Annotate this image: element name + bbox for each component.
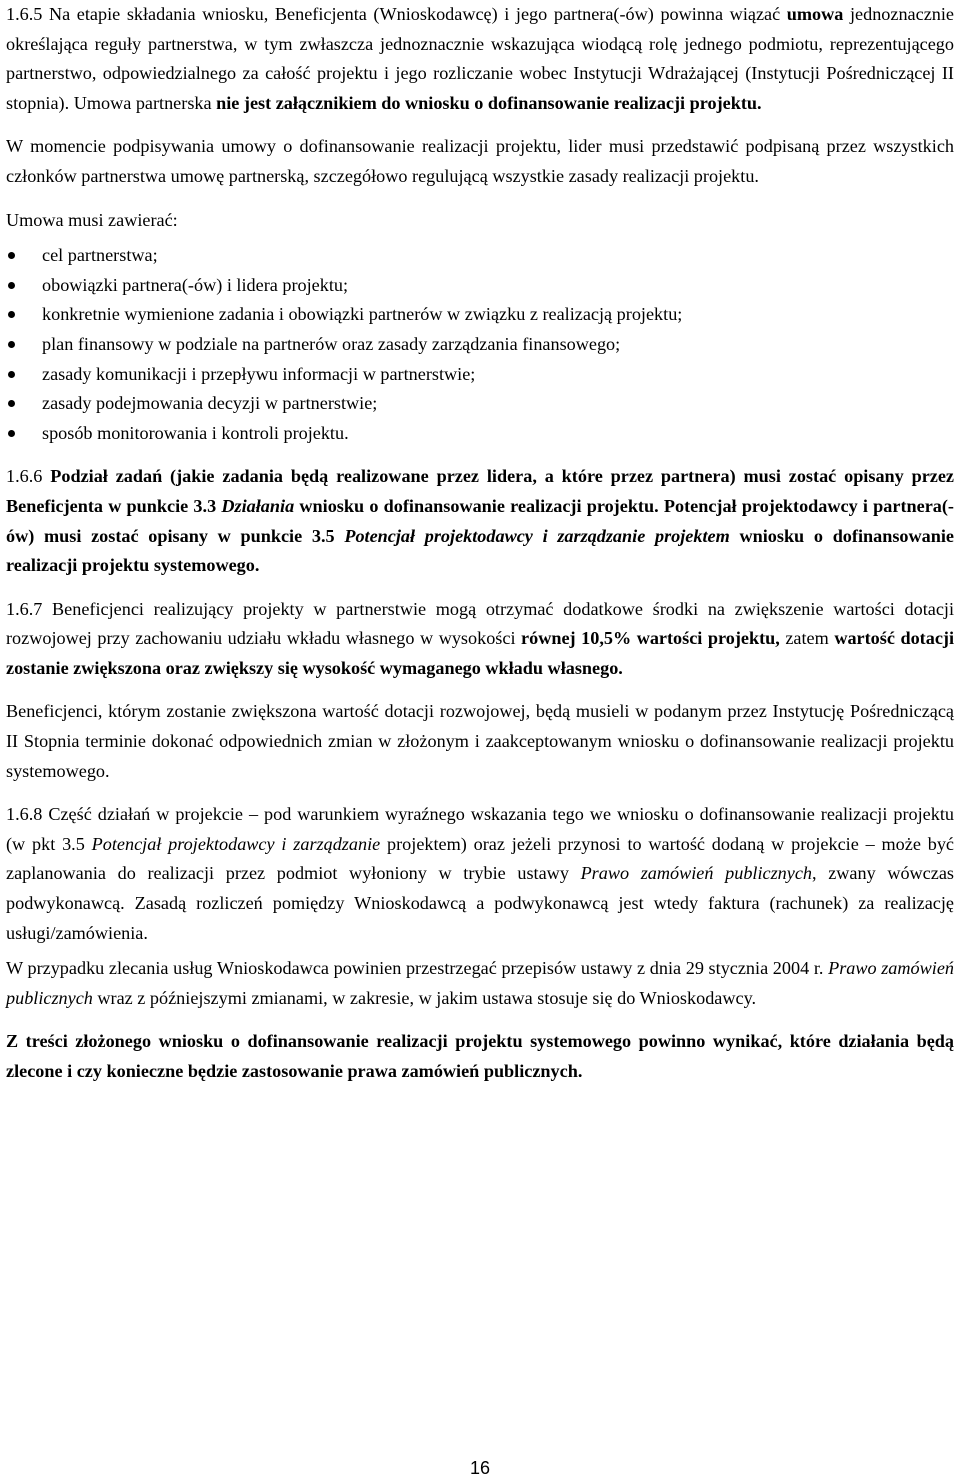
text-run: , zwany wówczas podwykonawcą. Zasadą rozliczeń pomiędzy Wnioskodawcą a podwykonawcą jest wtedy faktura (rachunek) za realizację usługi/zamówienia. — [6, 863, 954, 943]
bullet-icon — [8, 430, 15, 437]
bullet-icon — [8, 371, 15, 378]
bullet-icon — [8, 400, 15, 407]
text-run: 1.6.7 Beneficjenci realizujący projekty w partnerstwie mogą otrzymać dodatkowe środki na zwiększenie wartości dotacji rozwojowej przy zachowaniu udziału wkładu własnego w wysokości — [6, 598, 954, 649]
list-item-text: zasady komunikacji i przepływu informacji w partnerstwie; — [42, 363, 476, 384]
text-run: wraz z późniejszymi zmianami, w zakresie, w jakim ustawa stosuje się do Wnioskodawcy. — [92, 987, 757, 1008]
bold-run: Z treści złożonego wniosku o dofinansowanie realizacji projektu systemowego powinno wynikać, które działania będą zlecone i czy konieczne będzie zastosowanie prawa zamówień publicznych. — [6, 1031, 954, 1081]
paragraph-1-6-8 — [6, 800, 954, 948]
bullet-icon — [8, 252, 15, 259]
text-run: W przypadku zlecania usług Wnioskodawca powinien przestrzegać przepisów ustawy z dnia 29 stycznia 2004 r. — [6, 958, 829, 979]
paragraph-1-6-5 — [6, 0, 954, 118]
bold-italic-run: Działania — [221, 495, 295, 516]
list-item-text: plan finansowy w podziale na partnerów oraz zasady zarządzania finansowego; — [42, 333, 621, 354]
list-item — [6, 330, 954, 360]
bold-run: Podział zadań (jakie zadania będą realizowane przez lidera, a które przez partnera) musi zostać opisany przez Beneficjenta w punkcie 3.3 — [6, 466, 955, 516]
list-item — [6, 360, 954, 390]
paragraph-w-przypadku — [6, 954, 954, 1013]
italic-run: Prawo zamówień publicznych — [580, 863, 812, 884]
paragraph-lider: W momencie podpisywania umowy o dofinansowanie realizacji projektu, lider musi przedstawić podpisaną przez wszystkich członków partnerstwa umowę partnerską, szczegółowo regulującą wszystkie zasady realizacji projektu. — [6, 136, 954, 186]
text-run: jednoznacznie określająca reguły partnerstwa, w tym zwłaszcza jednoznacznie wskazująca wiodącą rolę jednego podmiotu, reprezentującego partnerstwo, odpowiedzialnego za całość projektu i jego rozliczanie wobec Instytucji Wdrażającej (Instytucji Pośredniczącej II stopnia). Umowa partnerska — [6, 4, 954, 113]
bold-italic-run: Potencjał projektodawcy i zarządzanie projektem — [344, 525, 730, 546]
page-number: 16 — [469, 1458, 491, 1478]
paragraph-beneficjenci: Beneficjenci, którym zostanie zwiększona wartość dotacji rozwojowej, będą musieli w podanym przez Instytucję Pośredniczącą II Stopnia terminie dokonać odpowiednich zmian w złożonym i zaakceptowanym wniosku o dofinansowanie realizacji projektu systemowego. — [6, 701, 954, 781]
text-run: 1.6.8 Część działań w projekcie – pod warunkiem wyraźnego wskazania tego we wniosku o dofinansowanie realizacji projektu (w pkt 3.5 — [6, 804, 954, 854]
bold-run: równej 10,5% wartości projektu, — [521, 628, 780, 649]
list-item-text: konkretnie wymienione zadania i obowiązki partnerów w związku z realizacją projektu; — [42, 304, 683, 325]
bullet-icon — [8, 311, 15, 318]
italic-run: Potencjał projektodawcy i zarządzanie — [91, 833, 381, 854]
list-item — [6, 241, 954, 271]
bullet-icon — [8, 341, 15, 348]
text-run: 1.6.6 — [6, 466, 51, 487]
paragraph-1-6-6 — [6, 462, 954, 580]
bold-run: wniosku o dofinansowanie realizacji projektu systemowego. — [6, 525, 954, 576]
list-item-text: obowiązki partnera(-ów) i lidera projektu; — [42, 274, 349, 295]
bold-run: wniosku o dofinansowanie realizacji projektu. Potencjał projektodawcy i partnera(-ów) musi zostać opisany w punkcie 3.5 — [6, 495, 954, 546]
paragraph-umowa-intro: Umowa musi zawierać: — [6, 209, 178, 230]
bullet-icon — [8, 282, 15, 289]
list-item-text: cel partnerstwa; — [42, 245, 158, 266]
requirements-list — [6, 241, 954, 448]
italic-run: Prawo zamówień publicznych — [6, 958, 954, 1008]
list-item-text: zasady podejmowania decyzji w partnerstwie; — [42, 393, 378, 414]
paragraph-1-6-7 — [6, 595, 954, 684]
list-item-text: sposób monitorowania i kontroli projektu. — [42, 422, 349, 443]
text-run: projektem) oraz jeżeli przynosi to wartość dodaną w projekcie – może być zaplanowania do realizacji przez podmiot wyłoniony w trybie ustawy — [6, 833, 954, 884]
bold-run: nie jest załącznikiem do wniosku o dofinansowanie realizacji projektu. — [216, 92, 762, 113]
list-item — [6, 300, 954, 330]
list-item — [6, 389, 954, 419]
bold-run: umowa — [786, 4, 844, 24]
list-item — [6, 419, 954, 449]
text-run: 1.6.5 Na etapie składania wniosku, Beneficjenta (Wnioskodawcę) i jego partnera(-ów) powinna wiązać — [6, 4, 787, 24]
bold-run: wartość dotacji zostanie zwiększona oraz zwiększy się wysokość wymaganego wkładu własnego. — [6, 628, 954, 678]
paragraph-final — [6, 1027, 954, 1086]
text-run: zatem — [779, 628, 835, 649]
list-item — [6, 271, 954, 301]
